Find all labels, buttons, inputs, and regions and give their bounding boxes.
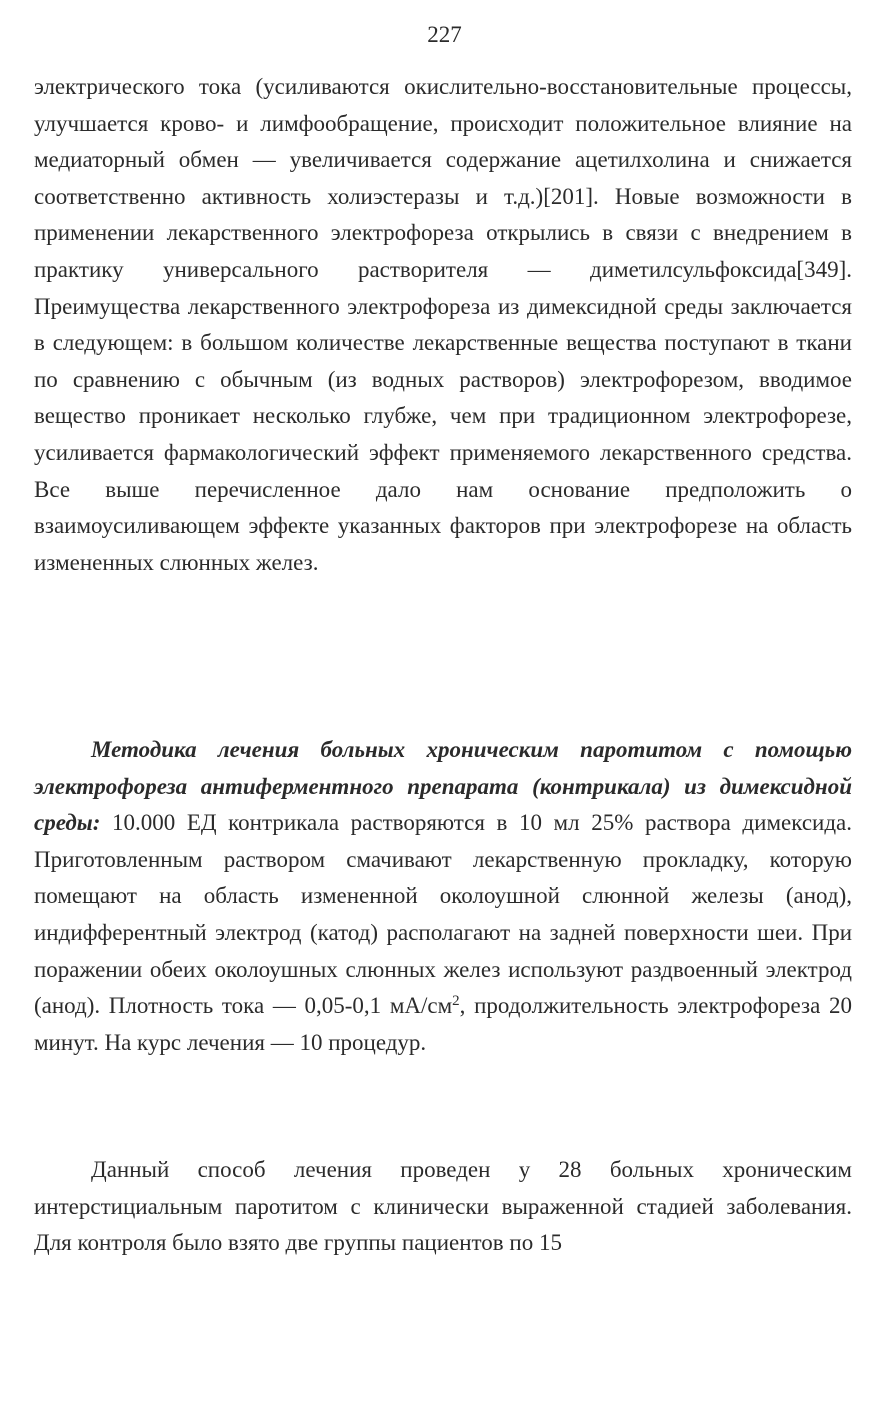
- method-text-tail: , продолжительность электрофореза 20 минут. На курс лечения — 10 процедур.: [34, 993, 852, 1055]
- unit-superscript: 2: [452, 993, 460, 1010]
- paragraph-text: Данный способ лечения проведен у 28 больных хроническим интерстициальным паротитом с клинически выраженной стадией заболевания. Для контроля было взято две группы пациентов по 15: [34, 1157, 852, 1256]
- paragraph-treatment-method: [34, 732, 852, 1061]
- paragraph-study-groups: [34, 1152, 852, 1262]
- paragraph-electrophoresis-benefits: [34, 69, 852, 581]
- page-number: 227: [427, 22, 462, 47]
- method-heading: Методика лечения больных хроническим паротитом с помощью электрофореза антиферментного препарата (контрикала) из димексидной среды:: [34, 737, 852, 836]
- method-text: 10.000 ЕД контрикала растворяются в 10 мл 25% раствора димексида. Приготовленным раствором смачивают лекарственную прокладку, которую помещают на область измененной околоушной слюнной железы (анод), индифферентный электрод (катод) располагают на задней поверхности шеи. При поражении обеих околоушных слюнных желез используют раздвоенный электрод (анод). Плотность тока — 0,05-0,1 мА/см: [34, 810, 852, 1019]
- paragraph-method-body: [34, 732, 852, 1061]
- paragraph-text: электрического тока (усиливаются окислительно-восстановительные процессы, улучшается крово- и лимфообращение, происходит положительное влияние на медиаторный обмен — увеличивается содержание ацетилхолина и снижается соответственно активность холиэстеразы и т.д.)[201]. Новые возможности в применении лекарственного электрофореза открылись в связи с внедрением в практику универсального растворителя — диметилсульфоксида[349]. Преимущества лекарственного электрофореза из димексидной среды заключается в следующем: в большом количестве лекарственные вещества поступают в ткани по сравнению с обычным (из водных растворов) электрофорезом, вводимое вещество проникает несколько глубже, чем при традиционном электрофорезе, усиливается фармакологический эффект применяемого лекарственного средства. Все выше перечисленное дало нам основание предположить о взаимоусиливающем эффекте указанных факторов при электрофорезе на область измененных слюнных желез.: [34, 74, 852, 575]
